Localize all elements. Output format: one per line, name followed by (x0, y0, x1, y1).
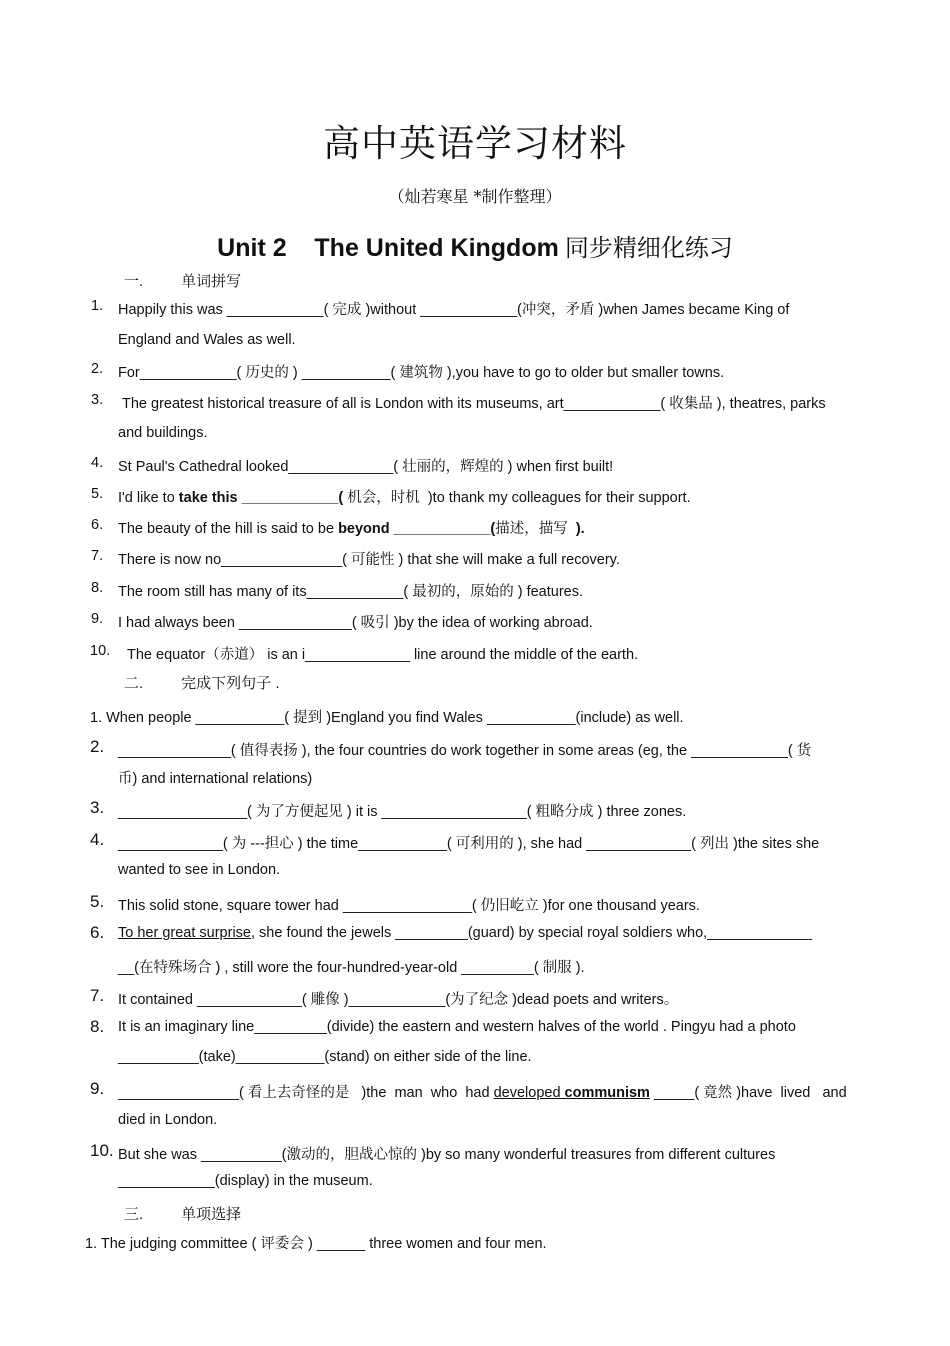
unit-heading-cn: 同步精细化练习 (564, 234, 733, 262)
s2-item8-line2: __________(take)___________(stand) on either side of the line. (118, 1049, 532, 1065)
s2-item9-pre: _______________( 看上去奇怪的是 )the man who had (118, 1085, 494, 1101)
section1-heading (124, 270, 241, 291)
s2-item9-post: _____( 竟然 )have lived and (649, 1085, 847, 1101)
s1-item2-line1: For____________( 历史的 ) ___________( 建筑物 ),you have to go to older but smaller towns. (118, 365, 725, 381)
section2-title: 完成下列句子 . (181, 675, 280, 692)
s1-item6-pre: The beauty of the hill is said to be (118, 521, 339, 537)
s1-num-5: 5. (91, 486, 104, 502)
s1-item7-line1: There is now no_______________( 可能性 ) that she will make a full recovery. (118, 552, 620, 568)
s2-item10-line1: But she was __________(激动的，胆战心惊的 )by so many wonderful treasures from different cultures (118, 1147, 776, 1163)
s1-item5-pre: I'd like to (118, 490, 179, 506)
s2-item4-line1: _____________( 为 ---担心 ) the time___________( 可利用的 ), she had _____________( 列出 )the sites she (118, 836, 820, 852)
s1-num-7: 7. (91, 548, 104, 564)
section2-label: 二. (124, 675, 144, 692)
s2-num-9: 9. (90, 1079, 105, 1098)
s1-item6-line1 (118, 517, 585, 538)
s1-item9-line1: I had always been ______________( 吸引 )by the idea of working abroad. (118, 615, 593, 631)
s2-item9-underline1: developed (493, 1085, 565, 1101)
s1-num-9: 9. (91, 611, 104, 627)
s2-num-10: 10. (90, 1141, 114, 1160)
unit-heading (0, 228, 950, 263)
s2-item1-line1: 1. When people ___________( 提到 )England you find Wales ___________(include) as well. (90, 710, 684, 726)
s1-num-1: 1. (91, 298, 104, 314)
s1-item5-line1 (118, 486, 691, 507)
s2-item8-line1: It is an imaginary line_________(divide) the eastern and western halves of the world . Pingyu had a photo (118, 1019, 796, 1035)
s1-item3-line1: The greatest historical treasure of all is London with its museums, art____________( 收集品 ), theatres, parks (122, 396, 826, 412)
s2-num-8: 8. (90, 1017, 105, 1036)
s2-item4-line2: wanted to see in London. (118, 862, 281, 878)
s1-num-10: 10. (90, 643, 111, 659)
s1-item6-bold: beyond ____________( (338, 521, 496, 537)
s1-item4-line1: St Paul's Cathedral looked_____________( 壮丽的，辉煌的 ) when first built! (118, 459, 614, 475)
s1-item5-post: 机会，时机 )to thank my colleagues for their support. (343, 490, 691, 506)
s2-num-5: 5. (90, 892, 105, 911)
s1-item6-post: 描述，描写 (495, 521, 576, 537)
s1-item8-line1: The room still has many of its____________( 最初的，原始的 ) features. (118, 584, 583, 600)
s1-item10-line1: The equator（赤道） is an i_____________ line around the middle of the earth. (127, 647, 639, 663)
page-title: 高中英语学习材料 (323, 122, 627, 165)
section3-heading (124, 1203, 241, 1224)
s1-num-2: 2. (91, 361, 104, 377)
s2-num-6: 6. (90, 923, 105, 942)
s1-num-4: 4. (91, 455, 104, 471)
s1-num-3: 3. (91, 392, 104, 408)
s2-num-4: 4. (90, 830, 105, 849)
section3-title: 单项选择 (181, 1206, 242, 1223)
s1-num-6: 6. (91, 517, 104, 533)
unit-heading-en: Unit 2 The United Kingdom (217, 234, 559, 262)
s2-item2-line2: 币) and international relations) (118, 771, 313, 787)
page-subtitle: （灿若寒星 *制作整理） (388, 187, 562, 206)
s2-item3-line1: ________________( 为了方便起见 ) it is __________________( 粗略分成 ) three zones. (118, 804, 687, 820)
s2-item6-line1 (118, 925, 812, 941)
s2-item6-underline: To her great surprise, (118, 925, 256, 941)
s2-item6-line2: __(在特殊场合 ) , still wore the four-hundred-year-old _________( 制服 ). (118, 960, 585, 976)
s1-item1-line2: England and Wales as well. (118, 332, 296, 348)
s2-item9-line2: died in London. (118, 1112, 218, 1128)
s1-item3-line2: and buildings. (118, 425, 208, 441)
section3-label: 三. (124, 1206, 144, 1223)
s2-item9-line1 (118, 1081, 847, 1102)
section2-heading (124, 672, 280, 693)
s2-item5-line1: This solid stone, square tower had ________________( 仍旧屹立 )for one thousand years. (118, 898, 700, 914)
s3-item1-line1: 1. The judging committee ( 评委会 ) ______ three women and four men. (85, 1236, 547, 1252)
s2-item6-rest: she found the jewels _________(guard) by special royal soldiers who,_____________ (255, 925, 813, 941)
s1-item5-bold: take this ____________( (178, 490, 344, 506)
s1-item1-line1: Happily this was ____________( 完成 )without ____________(冲突，矛盾 )when James became King of (118, 302, 790, 318)
s1-item6-bold2: ). (575, 521, 585, 537)
section1-title: 单词拼写 (181, 273, 242, 290)
s2-num-2: 2. (90, 737, 105, 756)
s2-item10-line2: ____________(display) in the museum. (118, 1173, 373, 1189)
section1-label: 一. (124, 273, 144, 290)
s2-item2-line1: ______________( 值得表扬 ), the four countries do work together in some areas (eg, the ____________( 货 (118, 743, 812, 759)
s2-num-7: 7. (90, 986, 105, 1005)
s2-num-3: 3. (90, 798, 105, 817)
s2-item9-underline2: communism (564, 1085, 650, 1101)
s1-num-8: 8. (91, 580, 104, 596)
s2-item7-line1: It contained _____________( 雕像 )____________(为了纪念 )dead poets and writers。 (118, 992, 679, 1008)
